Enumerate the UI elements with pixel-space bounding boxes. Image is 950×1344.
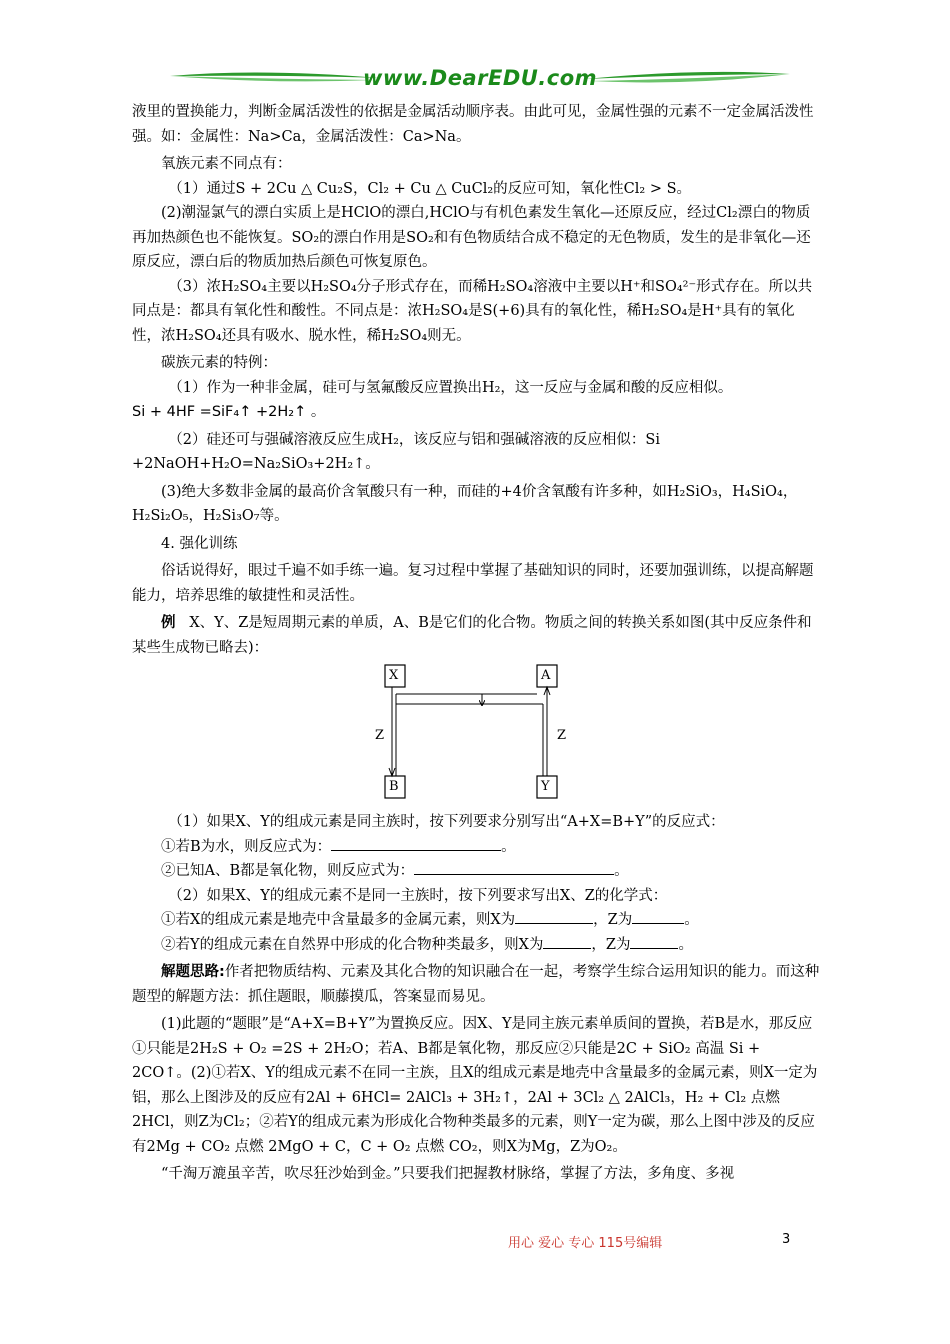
site-brand[interactable]: www.DearEDU.com [362, 66, 598, 90]
question-1: （1）如果X、Y的组成元素是同主族时，按下列要求分别写出“A+X=B+Y”的反应式： [168, 814, 725, 830]
label-z-right: Z [557, 728, 567, 743]
question-2a: ①若X的组成元素是地壳中含量最多的金属元素，则X为 ，Z为 。 [132, 908, 822, 933]
label-z-left: Z [375, 728, 385, 743]
question-2b: ②若Y的组成元素在自然界中形成的化合物种类最多，则X为 ，Z为 。 [132, 933, 822, 958]
oxygen-point-2: (2)潮湿氯气的漂白实质上是HClO的漂白,HClO与有机色素发生氧化—还原反应，经过Cl₂漂白的物质再加热颜色也不能恢复。SO₂的漂白作用是SO₂和有色物质结合成不稳定的无色物质，发生的是非氧化—还原反应，漂白后的物质加热后颜色可恢复原色。 [132, 205, 811, 270]
carbon-point-3: (3)绝大多数非金属的最高价含氧酸只有一种，而硅的+4价含氧酸有许多种，如H₂SiO₃，H₄SiO₄，H₂Si₂O₅，H₂Si₃O₇等。 [132, 483, 798, 524]
carbon-family-title: 碳族元素的特例： [161, 355, 277, 371]
solution-detail: (1)此题的“题眼”是“A+X=B+Y”为置换反应。因X、Y是同主族元素单质间的置换，若B是水，那反应①只能是2H₂S + O₂ =2S + 2H₂O；若A、B都是氧化物，那反应②只能是2C + SiO₂ 高温 Si + 2CO↑。(2)①若X、Y的组成元素不在同一主族，且X的组成元素是地壳中含量最多的金属元素，则X一定为铝，那么上图涉及的反应有2Al + 6HCl= 2AlCl₃ + 3H₂↑，2Al + 3Cl₂ △ 2AlCl₃，H₂ + Cl₂ 点燃 2HCl，则Z为Cl₂；②若Y的组成元素为形成化合物种类最多的元素，则Y一定为碳，那么上图中涉及的反应有2Mg + CO₂ 点燃 2MgO + C，C + O₂ 点燃 CO₂，则X为Mg，Z为O₂。 [132, 1016, 818, 1155]
question-1b: ②已知A、B都是氧化物，则反应式为： 。 [132, 859, 822, 884]
carbon-point-1-equation: Si + 4HF =SiF₄↑ +2H₂↑ 。 [132, 404, 326, 420]
question-2: （2）如果X、Y的组成元素不是同一主族时，按下列要求写出X、Z的化学式： [168, 887, 668, 904]
carbon-point-1: （1）作为一种非金属，硅可与氢氟酸反应置换出H₂，这一反应与金属和酸的反应相似。 [168, 379, 733, 396]
solution-label: 解题思路: [161, 964, 225, 980]
label-a: A [541, 668, 551, 683]
oxygen-point-1: （1）通过S + 2Cu △ Cu₂S，Cl₂ + Cu △ CuCl₂的反应可知，氧化性Cl₂ > S。 [168, 180, 692, 197]
label-y: Y [541, 779, 550, 794]
answer-blank-2b-z[interactable] [630, 934, 678, 949]
example-question [132, 611, 822, 660]
answer-blank-2b-x[interactable] [543, 934, 591, 949]
page-number: 3 [782, 1232, 791, 1247]
carbon-point-2: （2）硅还可与强碱溶液反应生成H₂，该反应与铝和强碱溶液的反应相似：Si +2NaOH+H₂O=Na₂SiO₃+2H₂↑。 [132, 431, 661, 472]
label-x: X [389, 668, 399, 683]
label-b: B [389, 779, 399, 794]
para-metal-activity: 液里的置换能力，判断金属活泼性的依据是金属活动顺序表。由此可见，金属性强的元素不一定金属活泼性强。如：金属性：Na>Ca，金属活泼性：Ca>Na。 [132, 104, 814, 145]
oxygen-point-3: （3）浓H₂SO₄主要以H₂SO₄分子形式存在，而稀H₂SO₄溶液中主要以H⁺和SO₄²⁻形式存在。所以共同点是：都具有氧化性和酸性。不同点是：浓H₂SO₄是S(+6)具有的氧化性，稀H₂SO₄是H⁺具有的氧化性，浓H₂SO₄还具有吸水、脱水性，稀H₂SO₄则无。 [132, 278, 813, 344]
oxygen-family-title: 氧族元素不同点有： [161, 156, 292, 172]
answer-blank-1b[interactable] [414, 860, 614, 875]
example-label: 例 [161, 615, 176, 631]
section-4-title: 4. 强化训练 [161, 535, 238, 552]
answer-blank-2a-z[interactable] [632, 909, 684, 924]
solution-text: 作者把物质结构、元素及其化合物的知识融合在一起，考察学生综合运用知识的能力。而这种题型的解题方法：抓住题眼，顺藤摸瓜，答案显而易见。 [132, 964, 820, 1005]
answer-blank-1a[interactable] [331, 836, 501, 851]
site-header [170, 62, 790, 96]
conversion-diagram [132, 664, 822, 804]
answer-blank-2a-x[interactable] [515, 909, 593, 924]
page-content [132, 100, 822, 1187]
closing-paragraph: “千淘万漉虽辛苦，吹尽狂沙始到金。”只要我们把握教材脉络，掌握了方法，多角度、多视 [161, 1166, 735, 1182]
question-1a: ①若B为水，则反应式为： 。 [132, 835, 822, 860]
footer-slogan: 用心 爱心 专心 115号编辑 [508, 1236, 663, 1251]
example-text: X、Y、Z是短周期元素的单质，A、B是它们的化合物。物质之间的转换关系如图(其中反应条件和某些生成物已略去)： [132, 615, 812, 656]
section-4-text: 俗话说得好，眼过千遍不如手练一遍。复习过程中掌握了基础知识的同时，还要加强训练，以提高解题能力，培养思维的敏捷性和灵活性。 [132, 563, 814, 604]
solution-intro [132, 960, 822, 1009]
diagram-lines [132, 664, 822, 804]
